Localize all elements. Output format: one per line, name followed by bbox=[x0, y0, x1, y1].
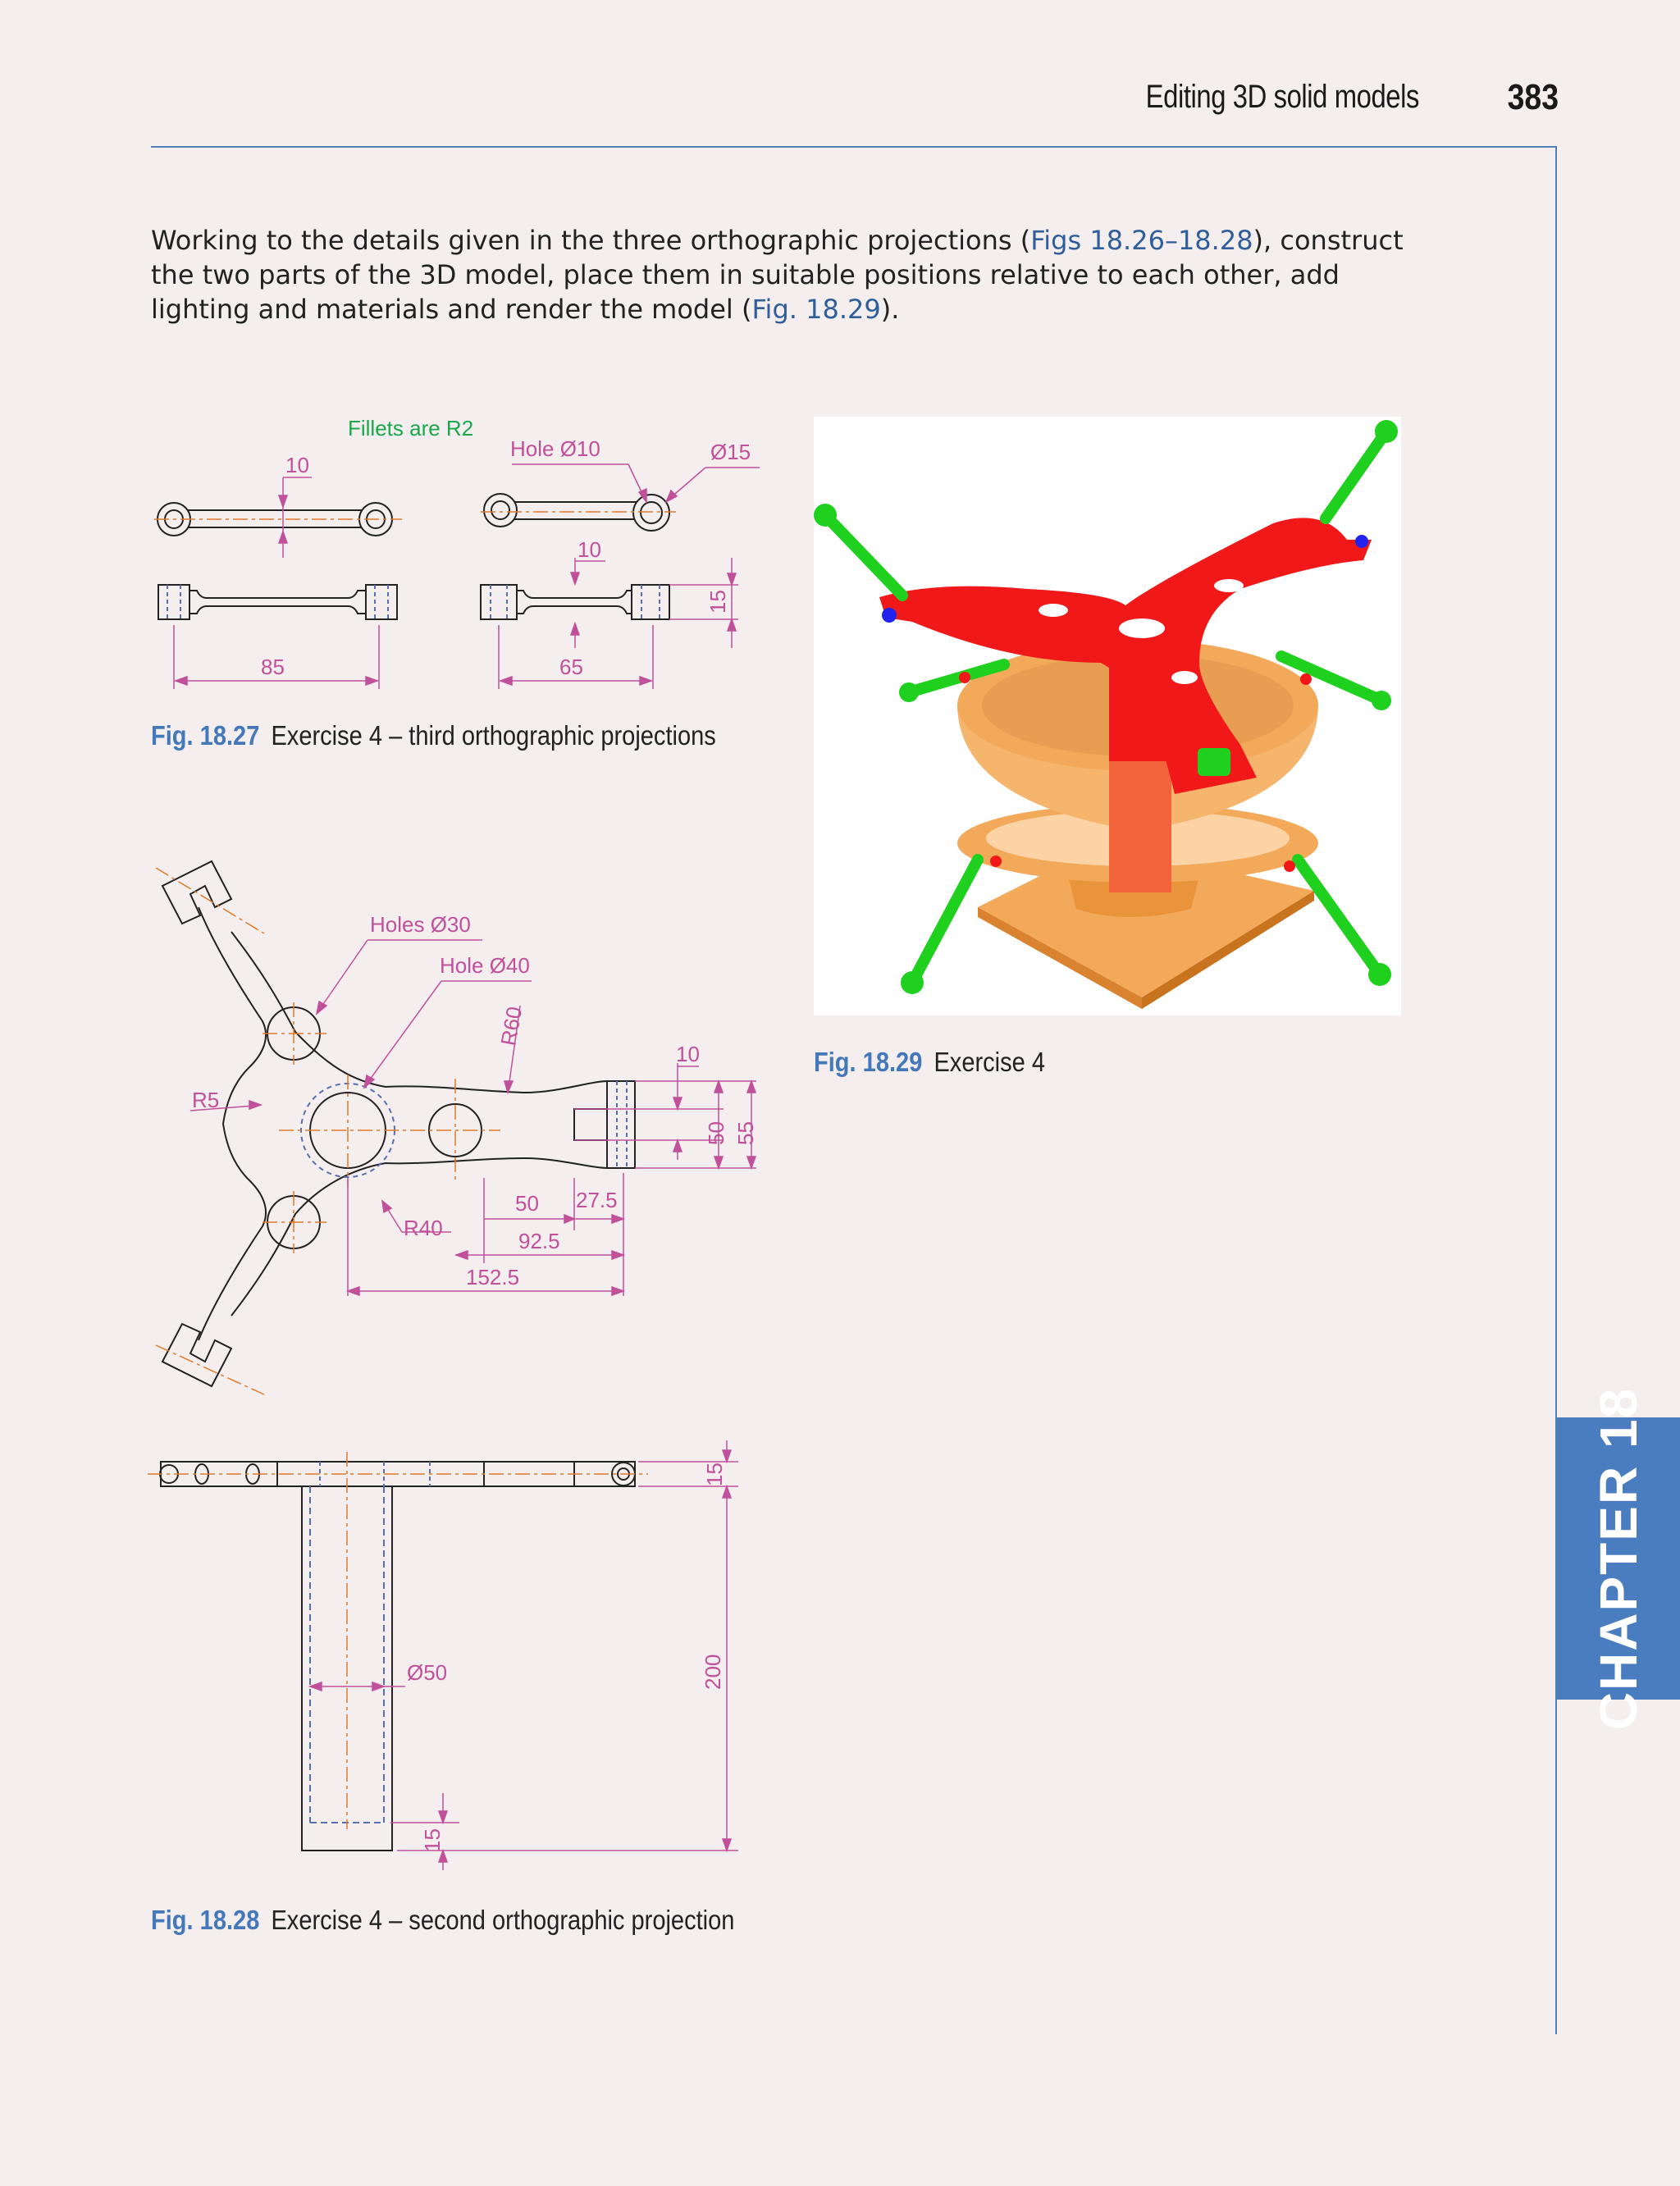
intro-text-2: ), construct the two parts of the 3D model, place them in suitable positions relative to each other, add lighting and materials and render the model ( bbox=[151, 225, 1404, 325]
render-illustration bbox=[814, 417, 1401, 1015]
fig27-number: Fig. 18.27 bbox=[151, 720, 260, 751]
dim-85: 85 bbox=[261, 655, 285, 679]
spider-left-edge bbox=[199, 907, 266, 1340]
spider-arm-right-end bbox=[607, 1081, 635, 1168]
fig29-number: Fig. 18.29 bbox=[814, 1047, 923, 1077]
figure-reference-link-2[interactable]: Fig. 18.29 bbox=[751, 294, 881, 325]
dim-92-5: 92.5 bbox=[518, 1229, 560, 1253]
intro-text-1: Working to the details given in the three orthographic projections ( bbox=[151, 225, 1031, 256]
dim-152-5: 152.5 bbox=[466, 1265, 520, 1289]
holes30-label: Holes Ø30 bbox=[370, 912, 471, 937]
fig28-caption bbox=[151, 1905, 734, 1936]
dim-50-horizontal: 50 bbox=[515, 1191, 539, 1216]
hole40-label: Hole Ø40 bbox=[440, 953, 530, 978]
chapter-tab-label: CHAPTER 18 bbox=[1589, 1386, 1648, 1731]
page-number: 383 bbox=[1507, 77, 1559, 117]
dim-15-bottom: 15 bbox=[420, 1828, 445, 1852]
dim-27-5: 27.5 bbox=[576, 1188, 618, 1212]
dia15-label: Ø15 bbox=[710, 440, 751, 464]
dim-65: 65 bbox=[559, 655, 583, 679]
hole10-label: Hole Ø10 bbox=[510, 436, 600, 461]
dim-15-vertical: 15 bbox=[705, 590, 730, 614]
fillets-note: Fillets are R2 bbox=[348, 416, 474, 440]
fig28-dimension-lines bbox=[190, 940, 756, 1296]
elevation-dimensions bbox=[310, 1440, 738, 1870]
dim-10-slot: 10 bbox=[676, 1042, 700, 1066]
fig28-number: Fig. 18.28 bbox=[151, 1905, 260, 1935]
fig29-render-image bbox=[814, 417, 1401, 1015]
figure-reference-link[interactable]: Figs 18.26–18.28 bbox=[1030, 225, 1253, 256]
fig29-caption-text: Exercise 4 bbox=[934, 1047, 1046, 1077]
dim-200: 200 bbox=[701, 1654, 725, 1690]
dim-55-vertical: 55 bbox=[733, 1121, 758, 1145]
fig27-caption-text: Exercise 4 – third orthographic projections bbox=[271, 720, 716, 751]
chapter-tab bbox=[1557, 1386, 1680, 1731]
dim-15-top: 15 bbox=[702, 1463, 727, 1486]
r60-label: R60 bbox=[495, 1004, 527, 1048]
fig28-caption-text: Exercise 4 – second orthographic projection bbox=[271, 1905, 735, 1935]
elevation-view bbox=[160, 1462, 635, 1851]
spider-right-edge bbox=[231, 932, 607, 1316]
r40-label: R40 bbox=[404, 1216, 443, 1240]
running-header: Editing 3D solid models bbox=[1145, 79, 1419, 115]
spider-arm-bottom-end bbox=[162, 1324, 231, 1386]
dim-10-left: 10 bbox=[285, 453, 309, 477]
dim-50-vertical: 50 bbox=[704, 1121, 728, 1145]
fig29-caption bbox=[814, 1047, 1045, 1078]
elevation-centerlines bbox=[148, 1452, 648, 1829]
intro-text-3: ). bbox=[880, 294, 900, 325]
dim-10-right: 10 bbox=[578, 537, 601, 562]
dia50-label: Ø50 bbox=[407, 1660, 448, 1685]
r5-label: R5 bbox=[192, 1088, 220, 1112]
fig28-centerlines bbox=[156, 868, 500, 1394]
